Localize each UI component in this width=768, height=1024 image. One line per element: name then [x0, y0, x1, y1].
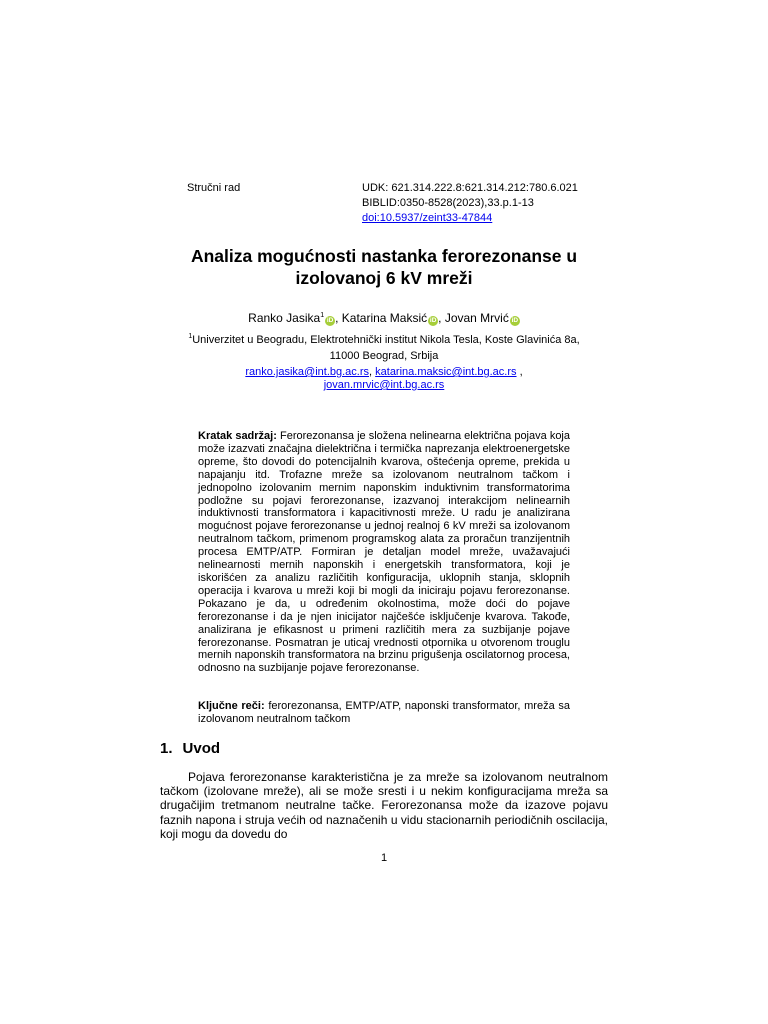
section-body-text: Pojava ferorezonanse karakteristična je za mreže sa izolovanom neutralnom tačkom (izolovane mreže), ali se može sresti i u nekim konfiguracijama mreža sa drugačijim tretmanom neutralne tačke. Ferorezonansa može da izazove pojavu faznih napona i struja većih od naznačenih u vidu stacionarnih periodičnih oscilacija, koji mogu da dovedu do — [160, 770, 608, 841]
affiliation-line-2: 11000 Beograd, Srbija — [329, 350, 439, 362]
orcid-icon[interactable]: iD — [429, 317, 437, 324]
author-list: Ranko Jasika$^1$iD , Katarina Maksić iD , Jovan Mrvić iD — [248, 311, 519, 325]
affiliation-sup: 1 — [188, 333, 193, 340]
affiliation-line-1: Univerzitet u Beogradu, Elektrotehnički institut Nikola Tesla, Koste Glavinića 8a, — [192, 334, 580, 346]
abstract-text: Ferorezonansa je složena nelinearna električna pojava koja može izazvati značajna dielektrična i termička naprezanja elektroenergetske opreme, što dovodi do potencijalnih kvarova, oštećenja opreme, prekida u napajanju itd. Trofazne mreže sa izolovanom neutralnom tačkom i jednopolno izolovanim mernim naponskim induktivnim transformatorima podložne su pojavi ferorezonanse, izazvanoj interakcijom nelinearnih induktivnosti transformatora i kapacitivnosti mreže. U radu je analizirana mogućnost pojave ferorezonanse u jednoj realnoj 6 kV mreži sa izolovanom neutralnom tačkom, primenom programskog alata za proračun tranzijentnih procesa EMTP/ATP. Formiran je detaljan model mreže, uvažavajući nelinearnosti mernih naponskih i energetskih transformatora, koji je iskorišćen za analizu različitih konfiguracija, uklopnih stanja, sklopnih operacija i kvarova u mreži koji bi mogli da iniciraju pojavu ferorezonanse. Pokazano je da, u određenim okolnostima, može doći do pojave ferorezonanse i da je njen inicijator najčešće isključenje kvarova. Takođe, analizirana je efikasnost u primeni različitih mera za suzbijanje pojave ferorezonanse. Posmatran je uticaj vrednosti otpornika u otvorenom trouglu mernih naponskih transformatora na brzinu prigušenja oscilatornog procesa, odnosno na suzbijanje pojave ferorezonanse. — [198, 430, 570, 675]
biblid-code: BIBLID:0350-8528(2023),33.p.1-13 — [362, 197, 534, 209]
author-name: Ranko Jasika — [248, 311, 321, 325]
section-heading — [160, 740, 220, 758]
author-affiliation-sup: 1 — [320, 312, 325, 319]
email-link[interactable]: jovan.mrvic@int.bg.ac.rs — [323, 379, 445, 391]
keywords-label: Ključne reči: — [198, 700, 265, 712]
keywords — [198, 700, 570, 726]
email-link[interactable]: ranko.jasika@int.bg.ac.rs — [245, 366, 370, 378]
email-link[interactable]: katarina.maksic@int.bg.ac.rs — [375, 366, 517, 378]
paper-type: Stručni rad — [187, 182, 241, 194]
paper-title: Analiza mogućnosti nastanka ferorezonanse u izolovanoj 6 kV mreži — [190, 246, 578, 288]
abstract-label: Kratak sadržaj: — [198, 430, 277, 442]
udk-code: UDK: 621.314.222.8:621.314.212:780.6.021 — [362, 182, 578, 194]
section-number: 1. — [160, 740, 173, 757]
author-name: Jovan Mrvić — [444, 311, 509, 325]
abstract — [198, 430, 570, 675]
author-name: Katarina Maksić — [341, 311, 428, 325]
keywords-text: ferorezonansa, EMTP/ATP, naponski transformator, mreža sa izolovanom neutralnom tačkom — [198, 700, 571, 725]
orcid-icon[interactable]: iD — [511, 317, 519, 324]
section-title: Uvod — [182, 740, 221, 757]
page-number: 1 — [380, 852, 388, 864]
email-list: ranko.jasika@int.bg.ac.rs, katarina.maksic@int.bg.ac.rs , jovan.mrvic@int.bg.ac.rs — [245, 366, 523, 391]
affiliation — [160, 332, 608, 364]
orcid-icon[interactable]: iD — [326, 317, 334, 324]
doi-link[interactable]: doi:10.5937/zeint33-47844 — [362, 212, 493, 224]
bibliographic-info — [362, 181, 578, 226]
